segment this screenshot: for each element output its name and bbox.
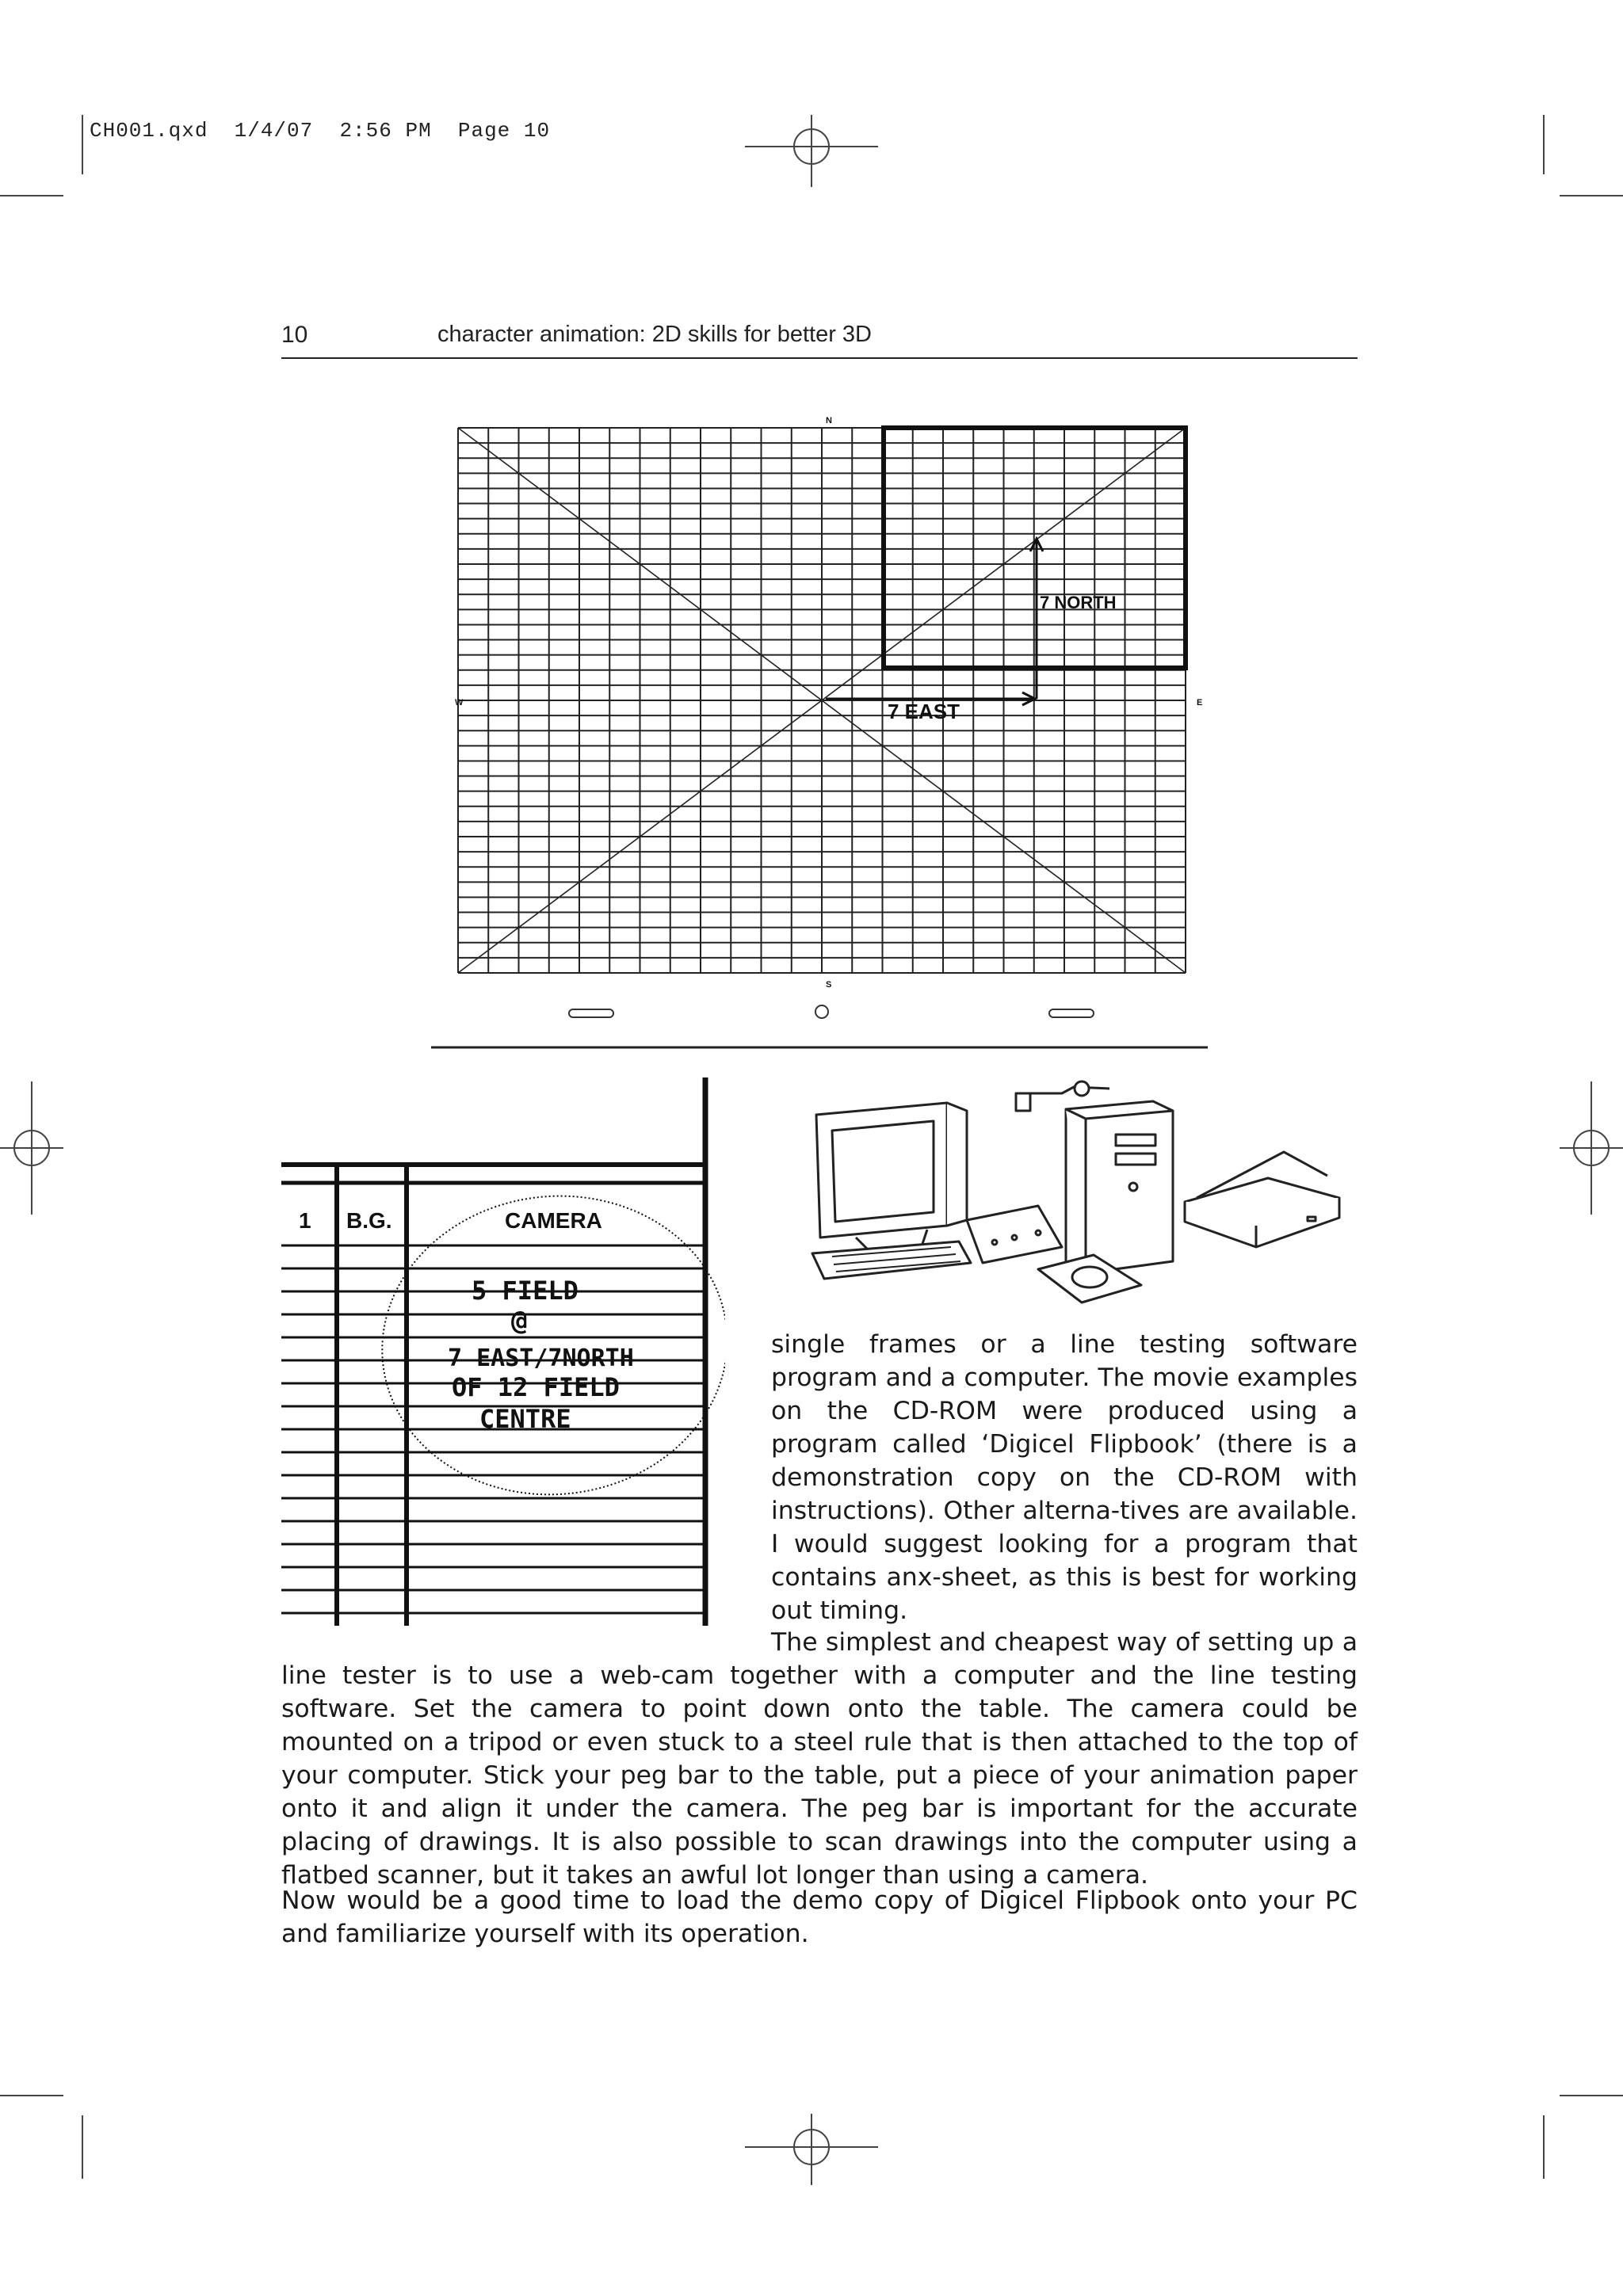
compass-south: S [826, 980, 832, 990]
xsheet-col-1: 1 [299, 1208, 311, 1233]
xsheet-col-bg: B.G. [346, 1208, 392, 1233]
running-title: character animation: 2D skills for better 3D [437, 322, 872, 347]
compass-north: N [826, 416, 832, 425]
page-number: 10 [281, 322, 308, 348]
peg-board-icon [967, 1206, 1062, 1263]
peg-bar-holes [569, 1005, 1094, 1018]
compass-east: E [1197, 698, 1203, 707]
xsheet-note-line1: 5 FIELD [472, 1276, 579, 1306]
monitor-icon [816, 1103, 967, 1257]
compass-west: W [455, 698, 464, 707]
line-tester-setup-illustration [800, 1079, 1347, 1309]
exposure-sheet-figure [281, 1077, 725, 1632]
flatbed-scanner-icon [1185, 1152, 1339, 1247]
tower-computer-icon [1066, 1101, 1173, 1273]
paragraph-2: The simplest and cheapest way of setting up a line tester is to use a web-cam together with a computer and the line testing software. Set the camera to point down onto the table. The camera could be mounted on a tripod or even stuck to a steel rule that is then attached to the top of your computer. Stick your peg bar to the table, put a piece of your animation paper onto it and align it under the camera. The peg bar is important for the accurate placing of drawings. It is also possible to scan drawings into the computer using a flatbed scanner, but it takes an awful lot longer than using a camera. [281, 1628, 1358, 1890]
north-label: 7 NORTH [1040, 593, 1117, 612]
xsheet-note-line4: OF 12 FIELD [452, 1372, 620, 1402]
field-chart-figure [428, 412, 1212, 1054]
keyboard-icon [812, 1241, 971, 1279]
xsheet-col-camera: CAMERA [505, 1208, 602, 1233]
paragraph-3: Now would be a good time to load the demo copy of Digicel Flipbook onto your PC and familiarize yourself with its operation. [281, 1886, 1358, 1948]
paragraph-1: single frames or a line testing software program and a computer. The movie examples on the CD-ROM were produced using a program called ‘Digicel Flipbook’ (there is a demonstration copy on the CD-ROM with instructions). Other alterna-tives are available. I would suggest looking for a program that contains anx-sheet, as this is best for working out timing. [771, 1330, 1358, 1625]
east-label: 7 EAST [888, 700, 960, 723]
xsheet-note-line3: 7 EAST/7NORTH [448, 1344, 634, 1372]
xsheet-note-line5: CENTRE [479, 1404, 571, 1434]
header-rule [281, 357, 1358, 359]
xsheet-note-line2: @ [511, 1305, 528, 1337]
printer-slug: CH001.qxd 1/4/07 2:56 PM Page 10 [90, 119, 551, 143]
